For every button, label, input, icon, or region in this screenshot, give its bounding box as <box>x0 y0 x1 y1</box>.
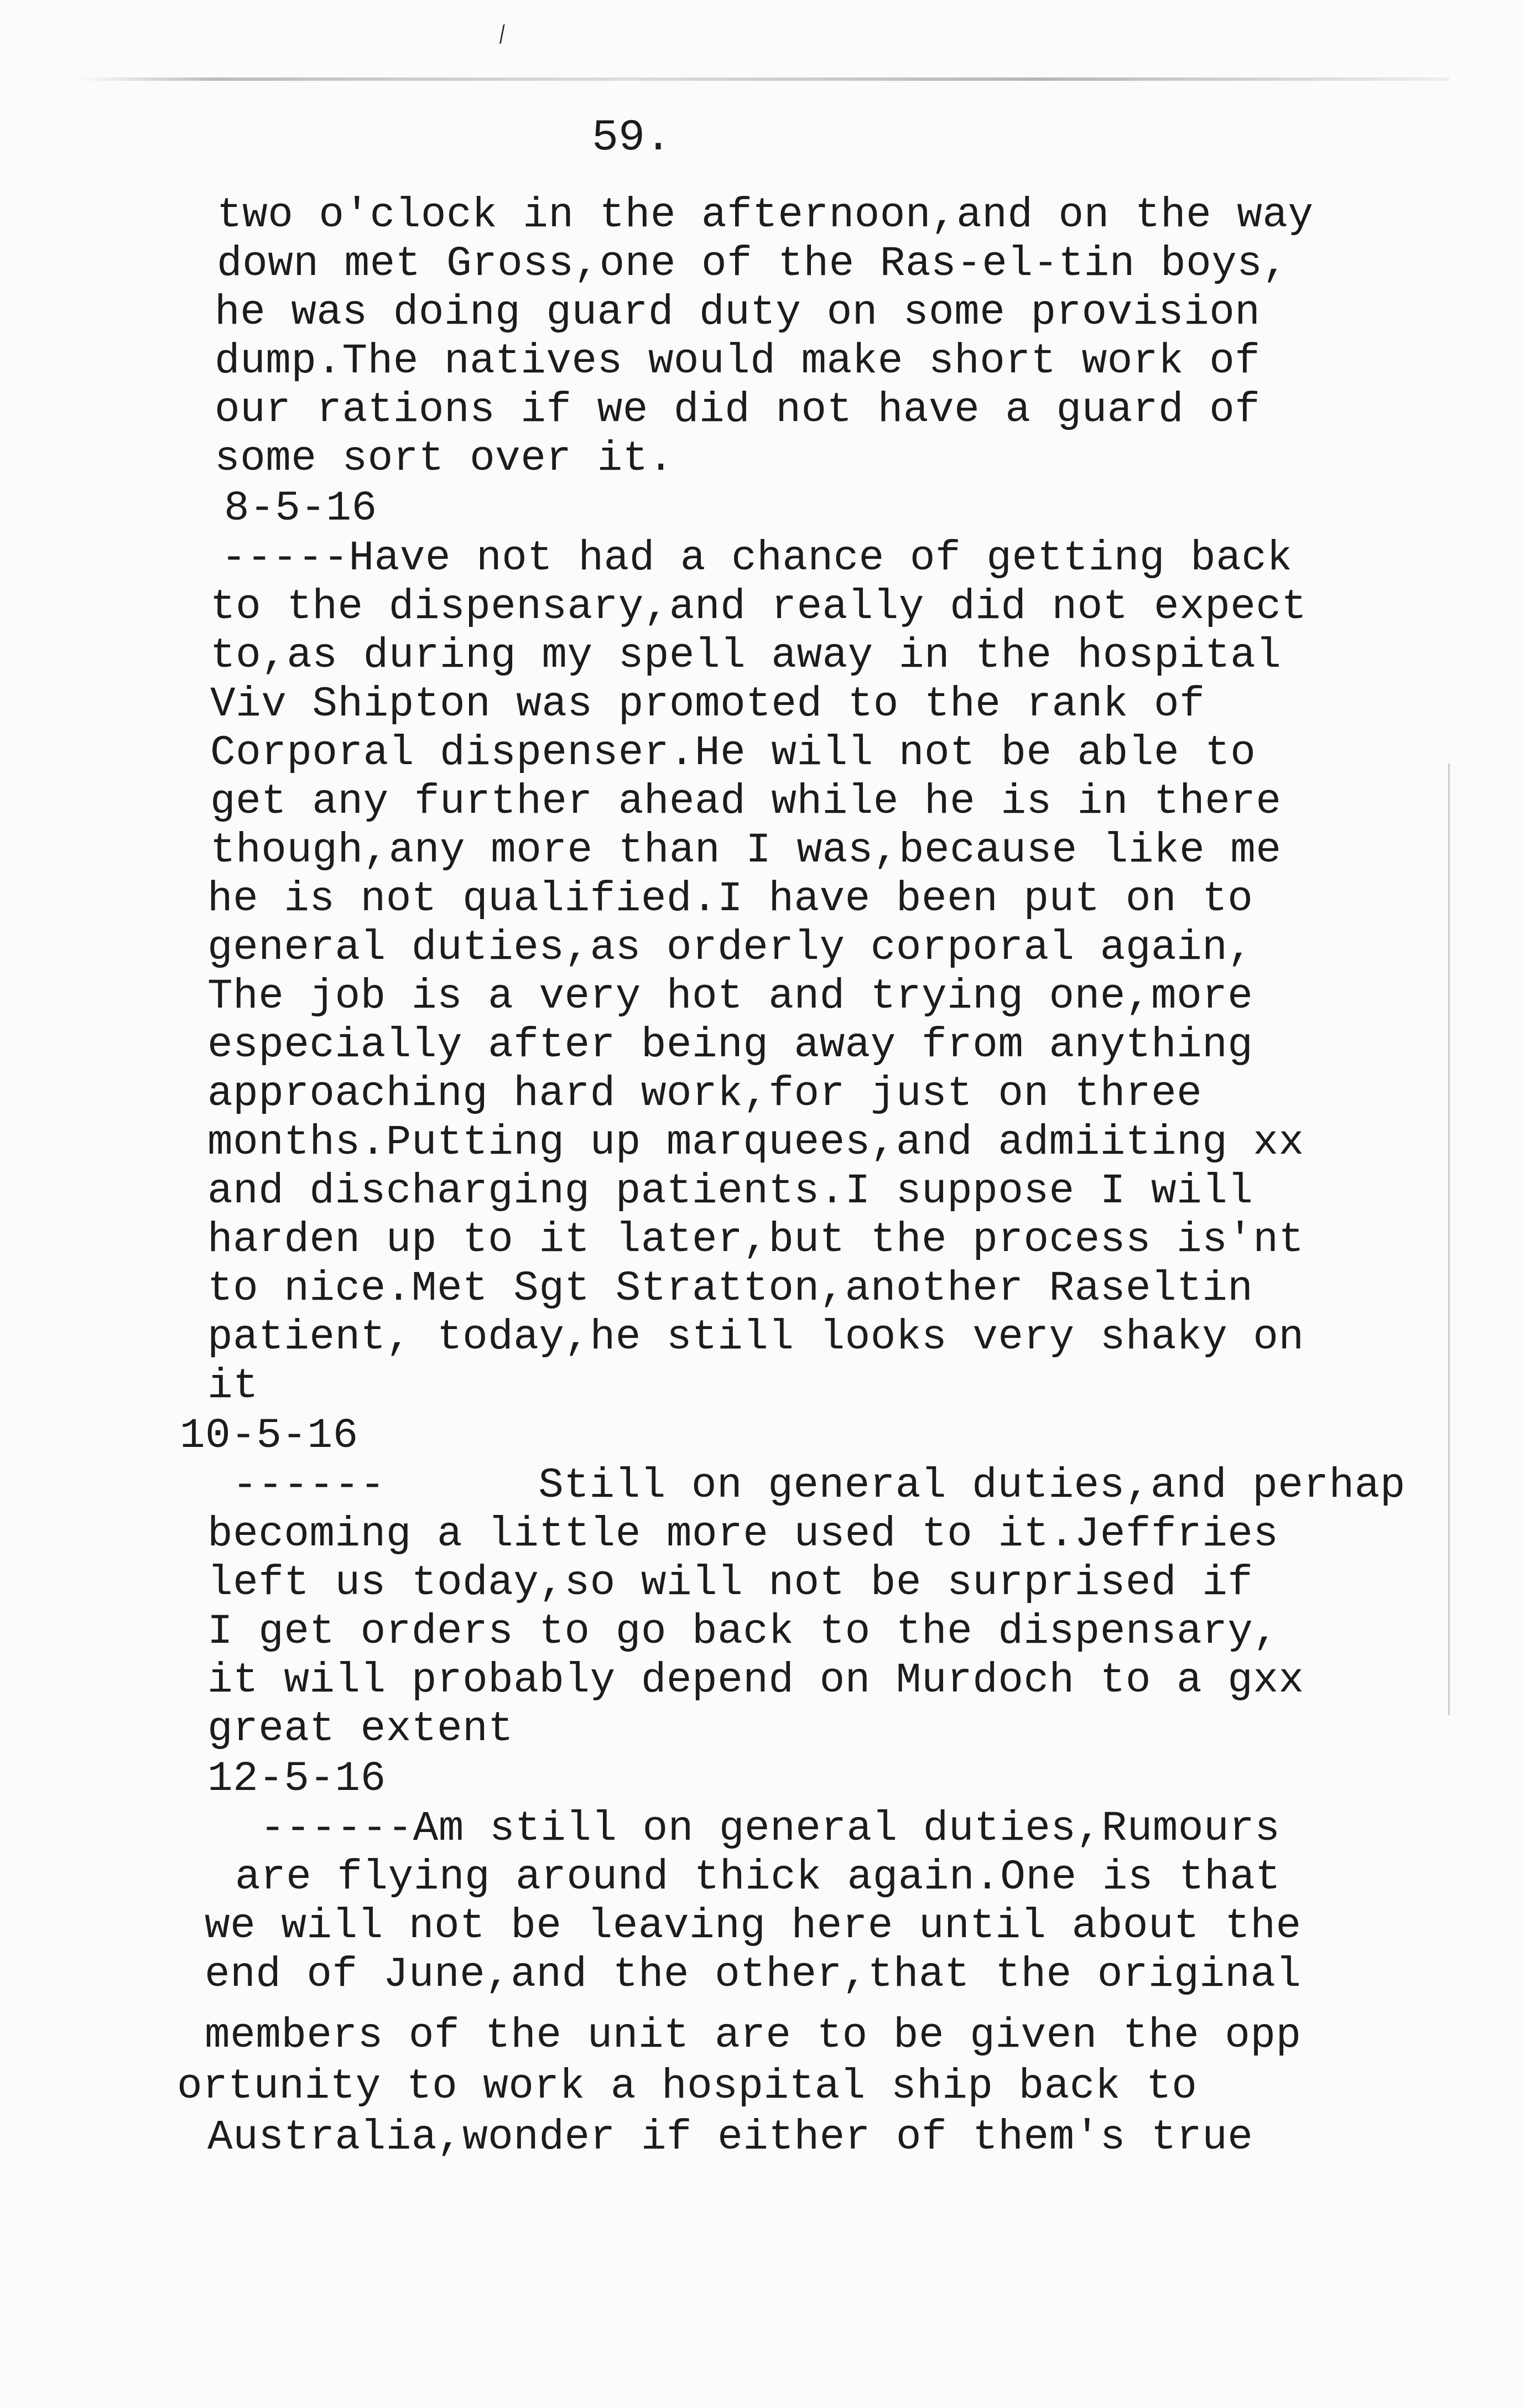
text-line-27: ------ Still on general duties,and perhap <box>232 1462 1406 1509</box>
text-line-1: two o'clock in the afternoon,and on the way <box>217 191 1314 239</box>
text-line-30: I get orders to go back to the dispensary, <box>207 1608 1279 1656</box>
text-line-32: great extent <box>207 1705 514 1753</box>
text-line-9: to the dispensary,and really did not expect <box>210 583 1307 631</box>
date-heading-12-5-16: 12-5-16 <box>207 1755 386 1803</box>
text-line-18: especially after being away from anything <box>207 1021 1253 1069</box>
text-line-38: members of the unit are to be given the opp <box>205 2012 1302 2059</box>
text-line-25: it <box>207 1362 259 1410</box>
text-line-17: The job is a very hot and trying one,more <box>207 973 1253 1020</box>
text-line-37: end of June,and the other,that the original <box>205 1951 1302 1999</box>
text-line-24: patient, today,he still looks very shaky on <box>207 1314 1304 1361</box>
page-top-edge-shadow <box>77 77 1449 81</box>
text-line-21: and discharging patients.I suppose I will <box>207 1167 1253 1215</box>
text-line-16: general duties,as orderly corporal again, <box>207 924 1253 972</box>
text-line-10: to,as during my spell away in the hospital <box>210 632 1282 679</box>
text-line-6: some sort over it. <box>215 435 674 482</box>
text-line-14: though,any more than I was,because like me <box>210 827 1282 874</box>
text-line-35: are flying around thick again.One is that <box>235 1854 1281 1901</box>
text-line-12: Corporal dispenser.He will not be able to <box>210 729 1256 777</box>
stray-mark: ⁄ <box>496 22 509 48</box>
text-line-2: down met Gross,one of the Ras-el-tin boys, <box>217 240 1288 288</box>
text-line-34: ------Am still on general duties,Rumours <box>260 1805 1281 1852</box>
text-line-13: get any further ahead while he is in there <box>210 778 1282 826</box>
page-number: 59. <box>592 113 672 163</box>
date-heading-10-5-16: 10-5-16 <box>180 1412 358 1460</box>
text-line-39: ortunity to work a hospital ship back to <box>177 2063 1198 2110</box>
text-line-11: Viv Shipton was promoted to the rank of <box>210 681 1205 728</box>
text-line-31: it will probably depend on Murdoch to a gxx <box>207 1657 1304 1704</box>
text-line-23: to nice.Met Sgt Stratton,another Raseltin <box>207 1265 1253 1312</box>
text-line-3: he was doing guard duty on some provision <box>215 289 1261 336</box>
page-right-edge-shadow <box>1448 764 1450 1715</box>
text-line-19: approaching hard work,for just on three <box>207 1070 1203 1118</box>
text-line-5: our rations if we did not have a guard of <box>215 386 1261 434</box>
text-line-29: left us today,so will not be surprised if <box>207 1559 1253 1607</box>
text-line-28: becoming a little more used to it.Jeffries <box>207 1511 1279 1558</box>
text-line-4: dump.The natives would make short work of <box>215 338 1261 385</box>
date-heading-8-5-16: 8-5-16 <box>224 485 377 532</box>
text-line-8: -----Have not had a chance of getting back <box>221 534 1293 582</box>
text-line-15: he is not qualified.I have been put on to <box>207 875 1253 923</box>
text-line-40: Australia,wonder if either of them's true <box>207 2114 1253 2161</box>
text-line-22: harden up to it later,but the process is'nt <box>207 1216 1304 1264</box>
text-line-20: months.Putting up marquees,and admiiting xx <box>207 1119 1304 1166</box>
text-line-36: we will not be leaving here until about the <box>205 1902 1302 1950</box>
